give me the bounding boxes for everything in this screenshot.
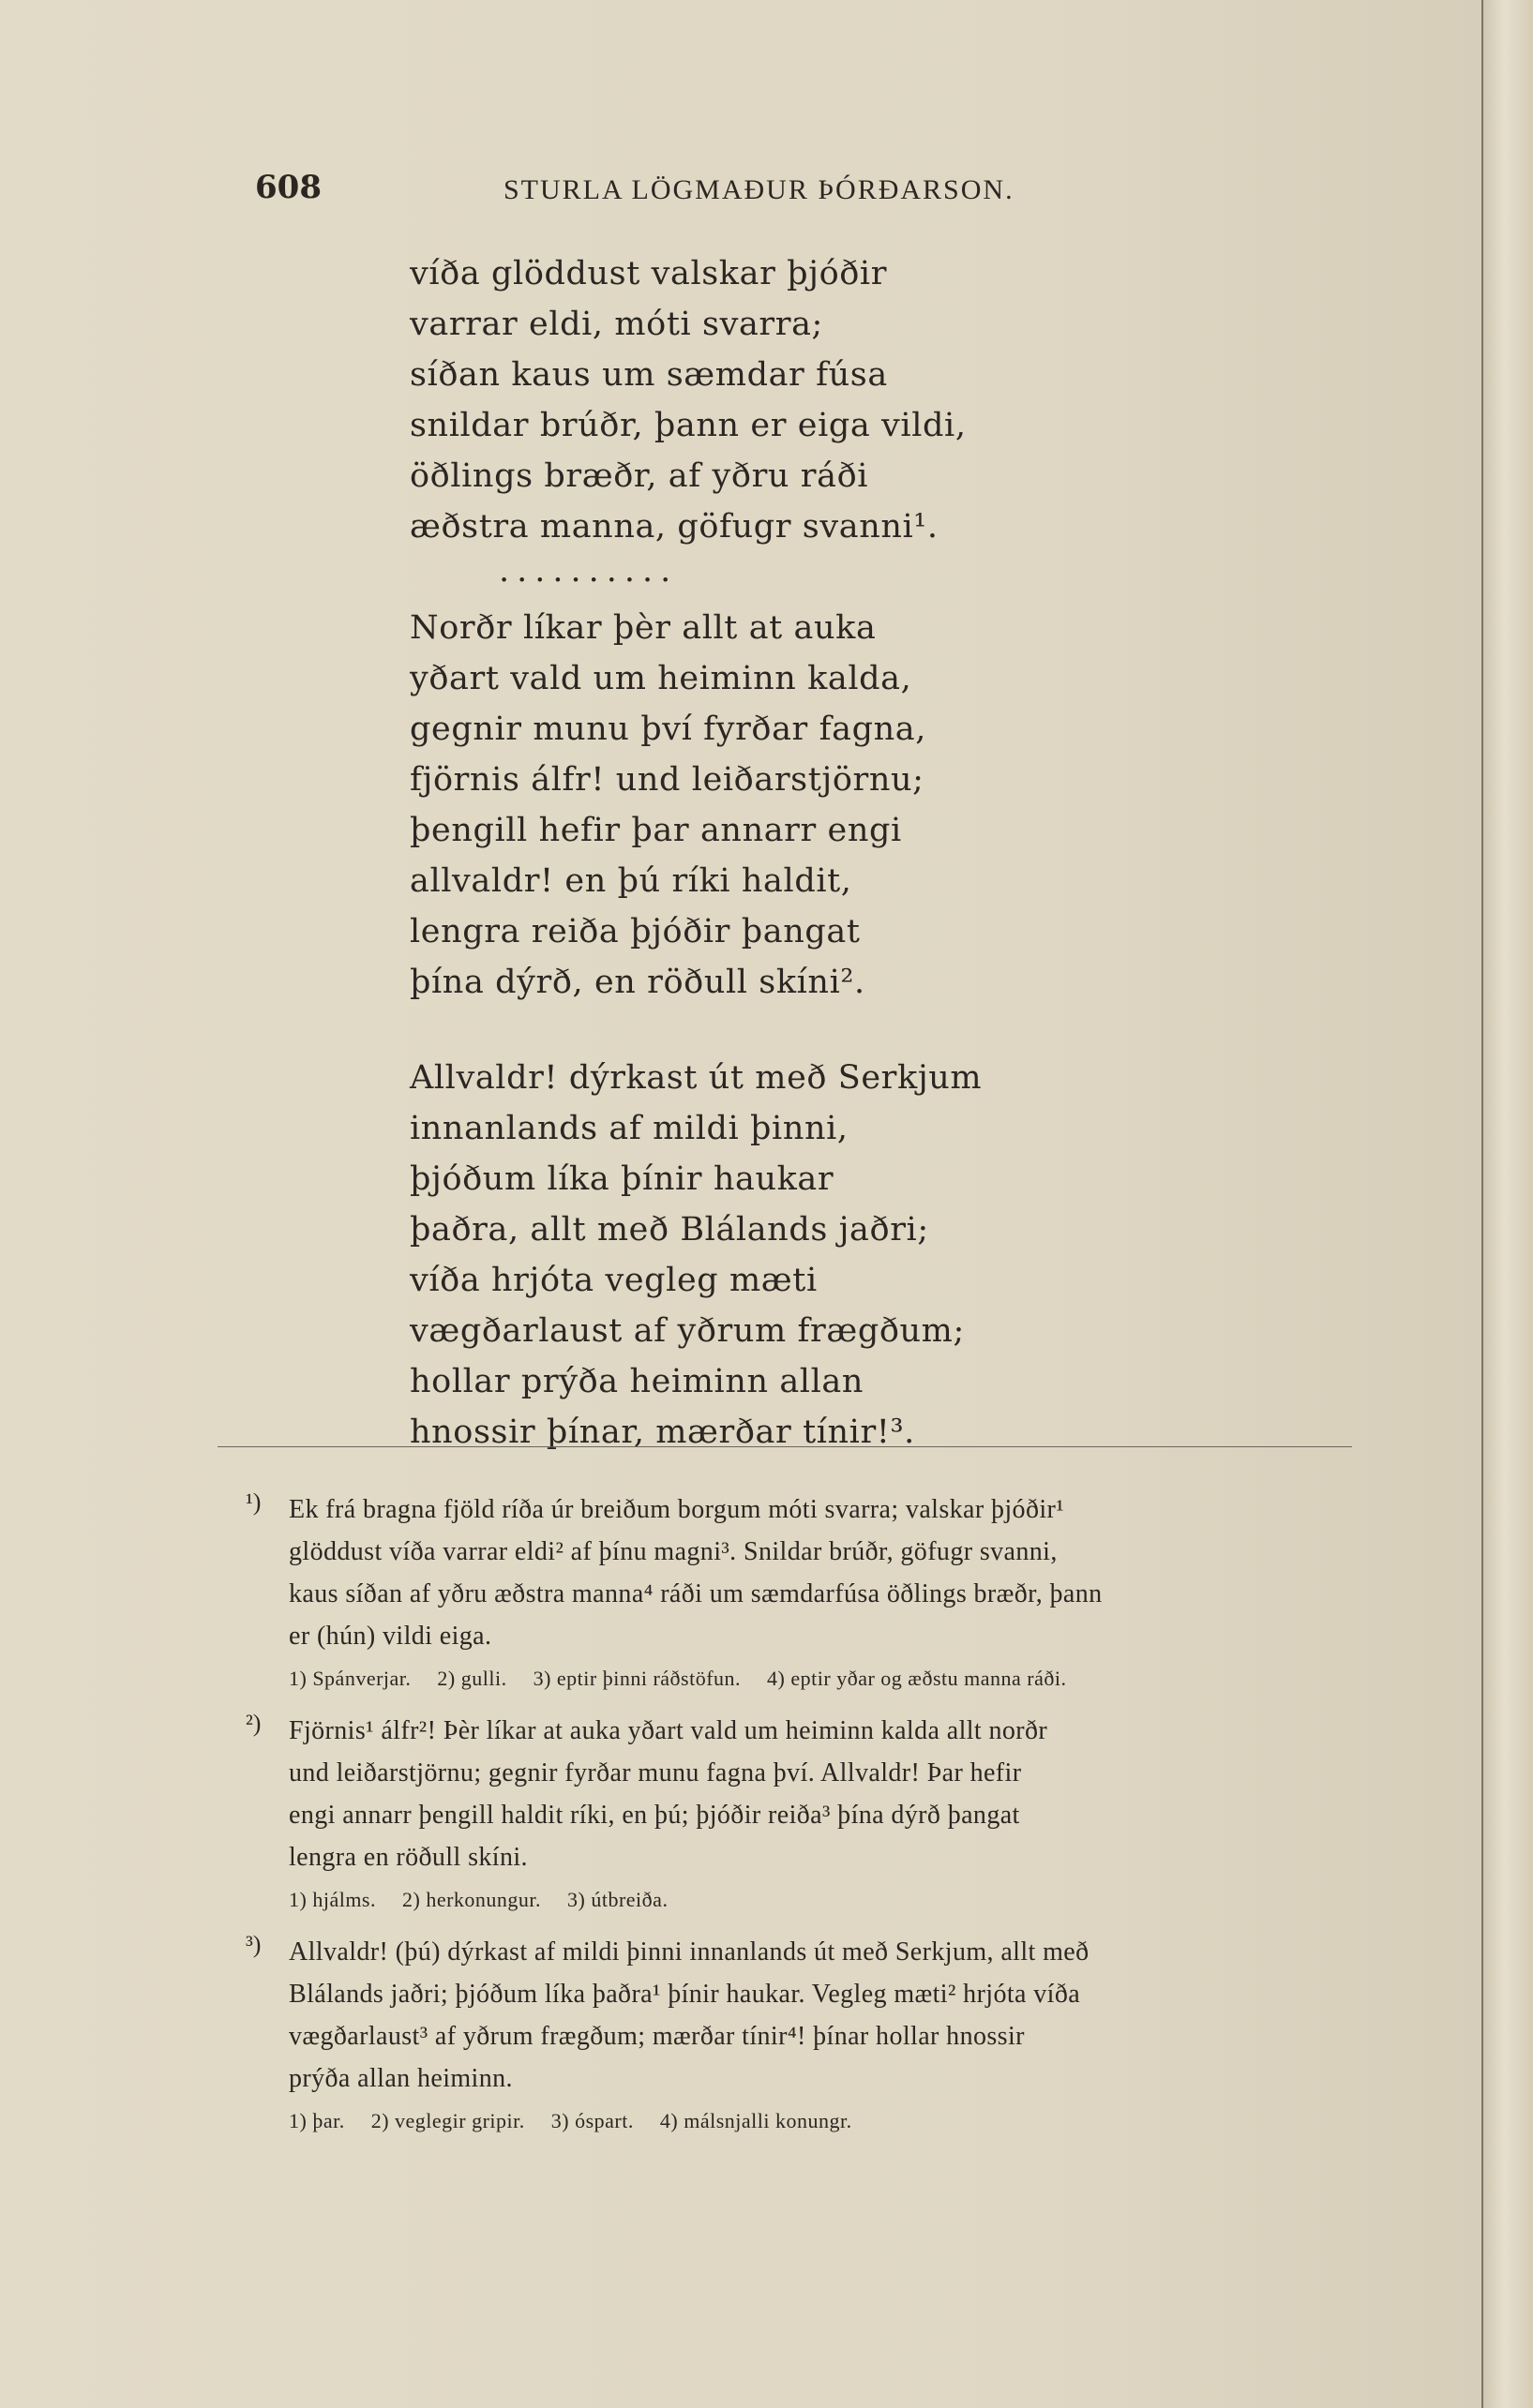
stanza-3 — [410, 1053, 1066, 1458]
gloss-item: 1) Spánverjar. — [289, 1667, 412, 1690]
footnote-line: Ek frá bragna fjöld ríða úr breiðum borgum móti svarra; valskar þjóðir¹ — [289, 1495, 1065, 1524]
verse-line: hollar prýða heiminn allan — [410, 1363, 864, 1400]
verse-line: gegnir munu því fyrðar fagna, — [410, 710, 926, 748]
gloss-item: 3) eptir þinni ráðstöfun. — [533, 1667, 742, 1690]
gloss-item: 3) óspart. — [550, 2109, 634, 2132]
footnote-1 — [246, 1488, 1338, 1657]
gloss-item: 1) þar. — [289, 2109, 345, 2132]
stanza-gap — [410, 1008, 1066, 1053]
verse-line: Allvaldr! dýrkast út með Serkjum — [410, 1059, 983, 1097]
footnote-line: glöddust víða varrar eldi² af þínu magni³. Snildar brúðr, göfugr svanni, — [289, 1537, 1058, 1566]
footnote-line: er (hún) vildi eiga. — [289, 1622, 492, 1651]
footnote-line: kaus síðan af yðru æðstra manna⁴ ráði um sæmdarfúsa öðlings bræðr, þann — [289, 1579, 1103, 1608]
verse-line: síðan kaus um sæmdar fúsa — [410, 356, 888, 394]
footnote-line: Allvaldr! (þú) dýrkast af mildi þinni innanlands út með Serkjum, allt með — [289, 1937, 1090, 1967]
verse-line: vægðarlaust af yðrum frægðum; — [410, 1312, 965, 1350]
footnote-line: vægðarlaust³ af yðrum frægðum; mærðar tínir⁴! þínar hollar hnossir — [289, 2022, 1025, 2051]
poem — [410, 248, 1066, 1458]
gloss-item: 2) gulli. — [437, 1667, 507, 1690]
footnote-line: Fjörnis¹ álfr²! Þèr líkar at auka yðart vald um heiminn kalda allt norðr — [289, 1716, 1048, 1745]
footnote-line: und leiðarstjörnu; gegnir fyrðar munu fagna því. Allvaldr! Þar hefir — [289, 1758, 1022, 1787]
running-title: STURLA LÖGMAÐUR ÞÓRÐARSON. — [503, 174, 1014, 205]
verse-line: víða hrjóta vegleg mæti — [410, 1262, 818, 1299]
stanza-1 — [410, 248, 1066, 552]
footnote-glosses — [246, 1884, 1338, 1916]
gloss-item: 1) hjálms. — [289, 1888, 376, 1911]
gloss-item: 4) málsnjalli konungr. — [659, 2109, 852, 2132]
verse-line: öðlings bræðr, af yðru ráði — [410, 457, 869, 495]
verse-line: hnossir þínar, mærðar tínir!³. — [410, 1413, 915, 1451]
verse-line: þaðra, allt með Blálands jaðri; — [410, 1211, 929, 1249]
gloss-item: 2) veglegir gripir. — [370, 2109, 525, 2132]
footnote-2 — [246, 1710, 1338, 1878]
footnote-line: lengra en röðull skíni. — [289, 1843, 528, 1872]
ellipsis-divider: .......... — [499, 552, 679, 590]
footnote-3 — [246, 1931, 1338, 2100]
gloss-item: 3) útbreiða. — [567, 1888, 669, 1911]
footnotes — [246, 1488, 1338, 2152]
footnote-glosses — [246, 1663, 1338, 1695]
verse-line: Norðr líkar þèr allt at auka — [410, 609, 877, 647]
page-number: 608 — [255, 169, 322, 206]
footnote-divider — [218, 1446, 1352, 1447]
gloss-item: 2) herkonungur. — [402, 1888, 542, 1911]
verse-line: þína dýrð, en röðull skíni². — [410, 964, 865, 1001]
verse-line: lengra reiða þjóðir þangat — [410, 913, 861, 950]
footnote-marker: ²) — [246, 1710, 262, 1737]
gloss-item: 4) eptir yðar og æðstu manna ráði. — [767, 1667, 1067, 1690]
verse-line: snildar brúðr, þann er eiga vildi, — [410, 407, 967, 444]
footnote-glosses — [246, 2105, 1338, 2137]
verse-line: innanlands af mildi þinni, — [410, 1110, 849, 1147]
footnote-line: Blálands jaðri; þjóðum líka þaðra¹ þínir haukar. Vegleg mæti² hrjóta víða — [289, 1980, 1081, 2009]
verse-line: varrar eldi, móti svarra; — [410, 306, 823, 343]
verse-line: þengill hefir þar annarr engi — [410, 812, 902, 849]
footnote-marker: ³) — [246, 1931, 262, 1958]
verse-line: víða glöddust valskar þjóðir — [410, 255, 888, 292]
footnote-line: prýða allan heiminn. — [289, 2064, 513, 2093]
page-edge — [1481, 0, 1533, 2408]
verse-line: allvaldr! en þú ríki haldit, — [410, 862, 852, 900]
footnote-line: engi annarr þengill haldit ríki, en þú; þjóðir reiða³ þína dýrð þangat — [289, 1801, 1020, 1830]
verse-line: yðart vald um heiminn kalda, — [410, 660, 912, 697]
footnote-marker: ¹) — [246, 1488, 262, 1516]
stanza-2 — [410, 603, 1066, 1008]
verse-line: æðstra manna, göfugr svanni¹. — [410, 508, 939, 546]
verse-line: þjóðum líka þínir haukar — [410, 1160, 834, 1198]
verse-line: fjörnis álfr! und leiðarstjörnu; — [410, 761, 924, 799]
